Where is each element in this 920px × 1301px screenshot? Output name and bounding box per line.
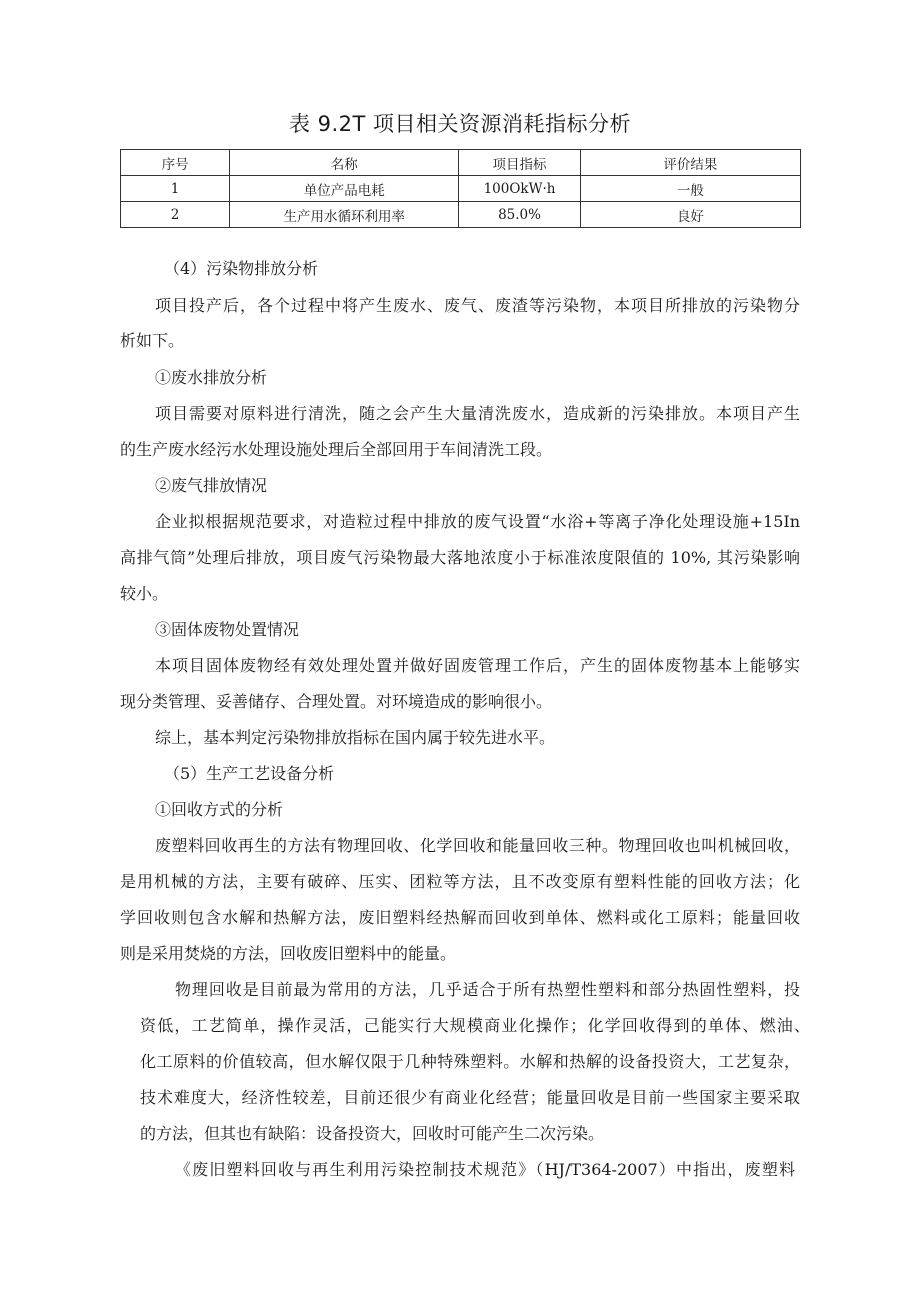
cell-name: 单位产品电耗 [230,176,459,202]
paragraph-line: 的生产废水经污水处理设施处理后全部回用于车间清洗工段。 [120,440,553,459]
paragraph-line: 化工原料的价值较高，但水解仅限于几种特殊塑料。水解和热解的设备投资大，工艺复杂， [140,1052,800,1071]
header-name: 名称 [230,150,459,176]
cell-indicator: 100OkW·h [459,176,581,202]
section-4-heading: （4）污染物排放分析 [164,259,319,278]
paragraph-line: 《废旧塑料回收与再生利用污染控制技术规范》（HJ/T364-2007）中指出，废塑料 [175,1160,795,1179]
subheading-recovery-method: ①回收方式的分析 [155,800,284,819]
paragraph-line: 废塑料回收再生的方法有物理回收、化学回收和能量回收三种。物理回收也叫机械回收， [155,836,800,855]
paragraph-line: 学回收则包含水解和热解方法，废旧塑料经热解而回收到单体、燃料或化工原料；能量回收 [120,908,800,927]
paragraph-line: 析如下。 [120,331,185,350]
header-evaluation: 评价结果 [580,150,800,176]
paragraph-line: 项目投产后，各个过程中将产生废水、废气、废渣等污染物，本项目所排放的污染物分 [155,296,800,315]
paragraph-line: 资低，工艺简单，操作灵活，己能实行大规模商业化操作；化学回收得到的单体、燃油、 [140,1016,810,1035]
paragraph-line: 则是采用焚烧的方法，回收废旧塑料中的能量。 [120,944,457,963]
paragraph-line: 技术难度大，经济性较差，目前还很少有商业化经营；能量回收是目前一些国家主要采取 [140,1088,800,1107]
table-header-row [121,150,801,176]
cell-index: 1 [121,176,230,202]
subheading-wastewater: ①废水排放分析 [155,368,268,387]
paragraph-line: 的方法，但其也有缺陷：设备投资大，回收时可能产生二次污染。 [140,1124,605,1143]
section-5-heading: （5）生产工艺设备分析 [164,764,335,783]
paragraph-line: 现分类管理、妥善储存、合理处置。对环境造成的影响很小。 [120,692,553,711]
cell-name: 生产用水循环利用率 [230,202,459,228]
table-title: 表 9.2T 项目相关资源消耗指标分析 [288,112,632,136]
cell-index: 2 [121,202,230,228]
paragraph-line: 较小。 [120,584,169,603]
resource-consumption-table [120,149,801,228]
subheading-solid-waste: ③固体废物处置情况 [155,620,300,639]
paragraph-line: 物理回收是目前最为常用的方法，几乎适合于所有热塑性塑料和部分热固性塑料，投 [175,980,800,999]
paragraph-line: 是用机械的方法，主要有破碎、压实、团粒等方法，且不改变原有塑料性能的回收方法；化 [120,872,800,891]
paragraph-line: 本项目固体废物经有效处理处置并做好固废管理工作后，产生的固体废物基本上能够实 [155,656,800,675]
cell-evaluation: 良好 [580,202,800,228]
cell-indicator: 85.0% [459,202,581,228]
paragraph-line: 项目需要对原料进行清洗，随之会产生大量清洗废水，造成新的污染排放。本项目产生 [155,404,800,423]
header-indicator: 项目指标 [459,150,581,176]
cell-evaluation: 一般 [580,176,800,202]
header-index: 序号 [121,150,230,176]
paragraph-line: 高排气筒”处理后排放，项目废气污染物最大落地浓度小于标准浓度限值的 10%, 其污染影响 [120,548,800,567]
paragraph-line: 综上，基本判定污染物排放指标在国内属于较先进水平。 [155,728,556,747]
table-row [121,176,801,202]
subheading-exhaust: ②废气排放情况 [155,476,268,495]
paragraph-line: 企业拟根据规范要求，对造粒过程中排放的废气设置“水浴+等离子净化处理设施+15In [155,512,800,531]
table-row [121,202,801,228]
